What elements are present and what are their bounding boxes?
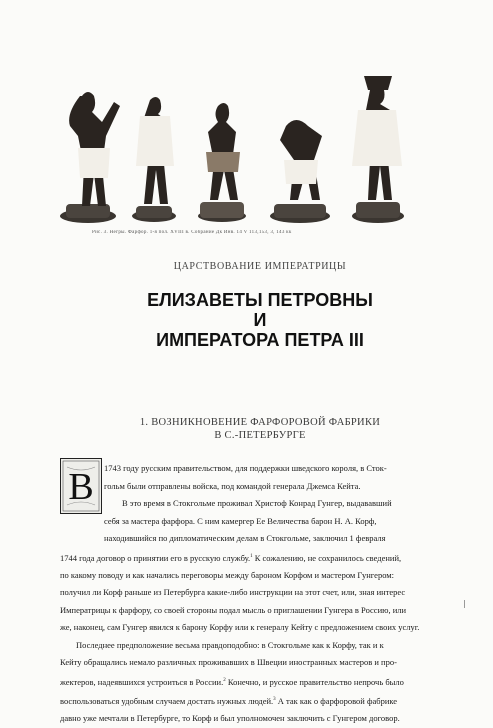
footnote-marker[interactable]: 1: [250, 553, 253, 559]
text-line: гольм были отправлены войска, под командой генерала Джемса Кейта.: [104, 480, 361, 491]
page-title: [90, 290, 430, 350]
porcelain-figurines-photo: [52, 56, 412, 224]
footnote-marker[interactable]: 3: [273, 697, 276, 703]
paragraph-3: [60, 637, 455, 728]
text-fragment: Конечно, и русское правительство непрочь было: [225, 676, 404, 687]
text-line: Последнее предположение весьма правдоподобно: в Стокгольме как к Корфу, так и к: [76, 639, 384, 650]
text-line: себя за мастера фарфора. С ним камергер Ее Величества барон Н. А. Корф,: [104, 515, 377, 526]
text-line: по какому поводу и как начались переговоры между бароном Корфом и мастером Гунгером:: [60, 569, 395, 580]
margin-mark: [464, 600, 465, 608]
text-line: Императрицы к фарфору, со своей стороны подал мысль о приглашении Гунгера в Россию, или: [60, 604, 407, 615]
chapter-heading: [90, 416, 430, 442]
text-line: давно уже мечтали в Петербурге, то Корф и был уполномочен заключить с Гунгером договор.: [60, 713, 400, 724]
text-line: Кейту обращались немало различных проживавших в Швеции иностранных мастеров и про-: [60, 657, 397, 668]
figurine-2: [132, 97, 176, 222]
figurine-3: [198, 103, 246, 222]
paragraph-1: [60, 460, 455, 495]
title-line-2: И: [253, 310, 267, 330]
title-line-3: ИМПЕРАТОРА ПЕТРА III: [156, 330, 364, 350]
text-fragment: 1744 года договор о принятии его в русскую службу.: [60, 552, 251, 563]
article-body: [60, 460, 455, 728]
text-line: [60, 691, 455, 710]
figurine-4: [270, 120, 330, 223]
section-kicker: ЦАРСТВОВАНИЕ ИМПЕРАТРИЦЫ: [173, 261, 347, 272]
figurine-1: [60, 92, 120, 223]
text-fragment: воспользоваться удобным случаем достать нужных людей.: [60, 695, 274, 706]
text-fragment: А так как о фарфоровой фабрике: [275, 695, 398, 706]
figure-caption: Рис. 3. Негры. Фарфор. 1-я пол. XVIII в. Собрание Дк Инв. 14 V 113,153, 3, 143 кк: [92, 230, 292, 235]
text-fragment: К сожалению, не сохранилось сведений,: [252, 552, 402, 563]
text-line: же, наконец, сам Гунгер явился к барону Корфу или к генералу Кейту с предложением своих услуг.: [60, 622, 420, 633]
text-line: [60, 672, 455, 691]
text-line: находившийся по дипломатическим делам в Стокгольме, заключил 1 февраля: [104, 533, 386, 543]
figurine-5: [352, 76, 404, 223]
footnote-marker[interactable]: 2: [223, 677, 226, 683]
chapter-line-2: В С.-ПЕТЕРБУРГЕ: [214, 430, 306, 441]
paragraph-2: [60, 495, 455, 637]
text-line: получил ли Корф раньше из Петербурга какие-либо инструкции на этот счет, или, зная интерес: [60, 587, 406, 598]
dropcap-letter: В: [68, 466, 94, 508]
figurines-illustration: [52, 56, 412, 224]
title-line-1: ЕЛИЗАВЕТЫ ПЕТРОВНЫ: [147, 290, 373, 310]
text-fragment: жектеров, надеявшихся устроиться в России.: [60, 676, 224, 687]
text-line: В это время в Стокгольме проживал Христоф Конрад Гунгер, выдававший: [122, 498, 392, 508]
chapter-line-1: 1. ВОЗНИКНОВЕНИЕ ФАРФОРОВОЙ ФАБРИКИ: [139, 417, 381, 428]
text-line: [60, 548, 455, 567]
text-line: 1743 году русским правительством, для поддержки шведского короля, в Сток-: [104, 463, 387, 473]
